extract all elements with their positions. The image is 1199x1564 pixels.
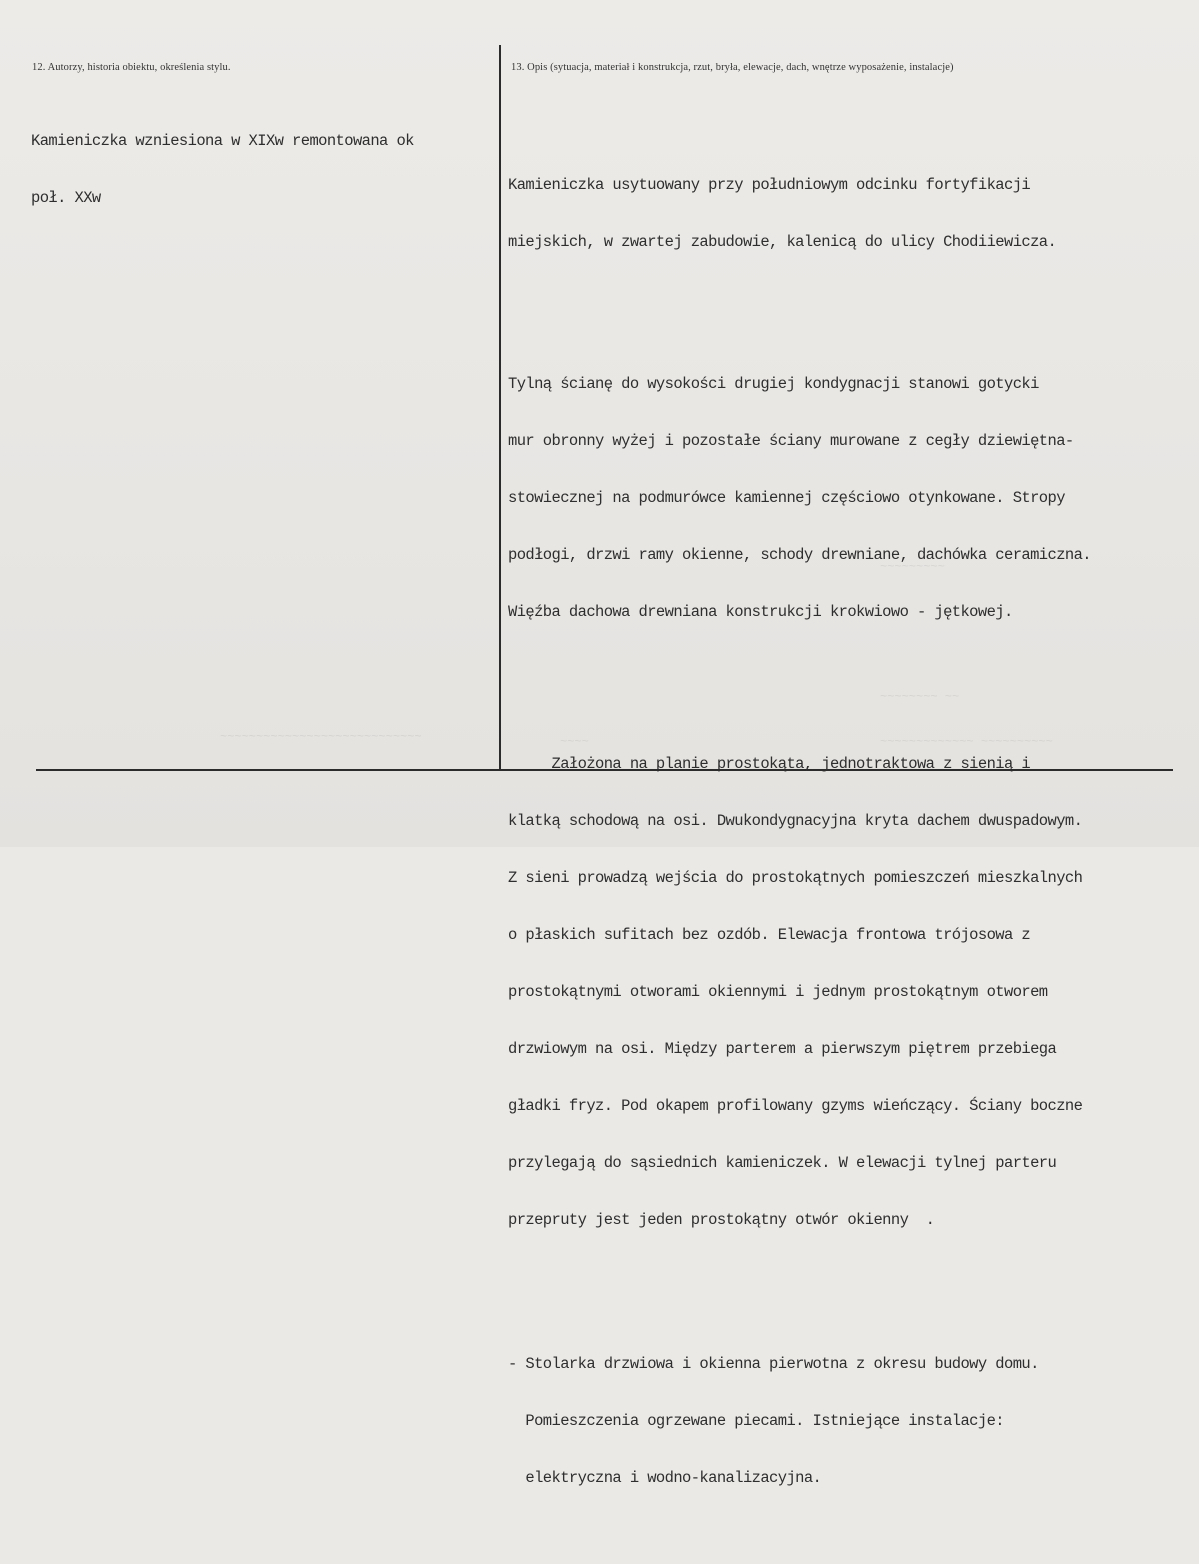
text-line: Więźba dachowa drewniana konstrukcji krokwiowo - jętkowej.	[508, 603, 1013, 621]
text-line: Kamieniczka usytuowany przy południowym odcinku fortyfikacji	[508, 176, 1031, 194]
show-through-mark: ~~~~~~~~~~~~~ ~~~~~~~~~~	[880, 735, 1053, 749]
show-through-mark: ~~~~	[560, 735, 589, 749]
text-line: przepruty jest jeden prostokątny otwór okienny .	[508, 1211, 935, 1229]
column-divider	[499, 45, 501, 771]
description-paragraph-plan	[508, 717, 1196, 1268]
text-line: Kamieniczka wzniesiona w XIXw remontowana ok	[31, 132, 414, 150]
text-line: klatką schodową na osi. Dwukondygnacyjna kryta dachem dwuspadowym.	[508, 812, 1083, 830]
text-line: Pomieszczenia ogrzewane piecami. Istniejące instalacje:	[508, 1412, 1004, 1430]
description-paragraph-materials	[508, 337, 1196, 660]
section-12-heading: 12. Autorzy, historia obiektu, określenia stylu.	[32, 62, 231, 73]
text-line: Założona na planie prostokąta, jednotraktowa z sienią i	[508, 755, 1031, 773]
show-through-mark: ~~~~~~~~~	[880, 560, 945, 574]
section-12-text	[31, 94, 496, 246]
text-line: drzwiowym na osi. Między parterem a pierwszym piętrem przebiega	[508, 1040, 1057, 1058]
description-paragraph-fittings	[508, 1317, 1196, 1526]
text-line: gładki fryz. Pod okapem profilowany gzyms wieńczący. Ściany boczne	[508, 1097, 1083, 1115]
text-line: elektryczna i wodno-kanalizacyjna.	[508, 1469, 822, 1487]
section-13-text	[508, 100, 1196, 1564]
text-line: o płaskich sufitach bez ozdób. Elewacja frontowa trójosowa z	[508, 926, 1031, 944]
text-line: Tylną ścianę do wysokości drugiej kondygnacji stanowi gotycki	[508, 375, 1039, 393]
show-through-mark: ~~~~~~~~~~~~~~~~~~~~~~~~~~~~	[220, 730, 422, 744]
text-line: - Stolarka drzwiowa i okienna pierwotna z okresu budowy domu.	[508, 1355, 1039, 1373]
text-line: Z sieni prowadzą wejścia do prostokątnych pomieszczeń mieszkalnych	[508, 869, 1083, 887]
text-line: miejskich, w zwartej zabudowie, kalenicą do ulicy Chodiiewicza.	[508, 233, 1057, 251]
text-line: podłogi, drzwi ramy okienne, schody drewniane, dachówka ceramiczna.	[508, 546, 1092, 564]
text-line: przylegają do sąsiednich kamieniczek. W elewacji tylnej parteru	[508, 1154, 1057, 1172]
text-line: mur obronny wyżej i pozostałe ściany murowane z cegły dziewiętna-	[508, 432, 1074, 450]
description-paragraph-location	[508, 138, 1196, 290]
text-line: poł. XXw	[31, 189, 101, 207]
text-line: prostokątnymi otworami okiennymi i jednym prostokątnym otworem	[508, 983, 1048, 1001]
show-through-mark: ~~~~~~~~ ~~	[880, 690, 960, 704]
section-13-heading: 13. Opis (sytuacja, materiał i konstrukcja, rzut, bryła, elewacje, dach, wnętrze wyposażenie, instalacje)	[511, 62, 954, 73]
text-line: stowiecznej na podmurówce kamiennej częściowo otynkowane. Stropy	[508, 489, 1065, 507]
